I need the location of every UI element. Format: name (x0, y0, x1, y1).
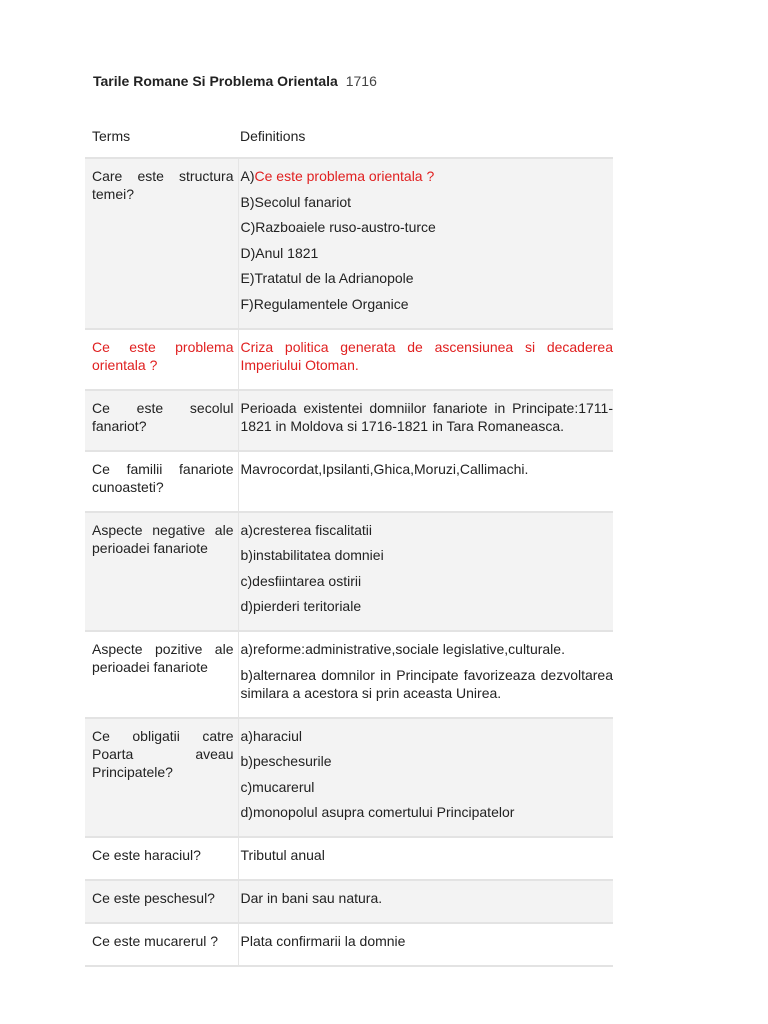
terms-table (85, 117, 613, 967)
definition-line: d)pierderi teritoriale (240, 598, 362, 614)
table-row (85, 631, 613, 718)
header-terms: Terms (85, 117, 238, 158)
definition-line: B)Secolul fanariot (240, 193, 352, 210)
definition-cell (238, 837, 613, 880)
term-cell: Aspecte pozitive ale perioadei fanariote (85, 631, 238, 718)
title-text: Tarile Romane Si Problema Orientala (93, 73, 338, 89)
term-cell: Ce este secolul fanariot? (85, 390, 238, 451)
title-number: 1716 (345, 73, 377, 89)
definition-cell (238, 631, 613, 718)
table-row (85, 512, 613, 632)
page-title (93, 73, 377, 89)
definition-cell (238, 451, 613, 512)
definition-line: D)Anul 1821 (240, 244, 319, 261)
definition-line: Criza politica generata de ascensiunea si decaderea Imperiului Otoman. (240, 338, 613, 373)
definition-line: a)reforme:administrative,sociale legislative,culturale. (240, 641, 565, 657)
definition-line: E)Tratatul de la Adrianopole (240, 270, 414, 286)
term-cell: Ce este problema orientala ? (85, 329, 238, 390)
definition-line: Perioada existentei domniilor fanariote in Principate:1711-1821 in Moldova si 1716-1821 in Tara Romaneasca. (240, 399, 613, 434)
term-cell: Ce este haraciul? (85, 837, 238, 880)
definition-line: c)desfiintarea ostirii (240, 572, 362, 589)
term-cell: Ce obligatii catre Poarta aveau Principatele? (85, 718, 238, 838)
definition-line: F)Regulamentele Organice (240, 295, 409, 312)
definition-cell (238, 158, 613, 329)
term-cell: Care este structura temei? (85, 158, 238, 329)
definition-line: Tributul anual (240, 847, 325, 863)
table-row (85, 390, 613, 451)
definition-cell (238, 512, 613, 632)
definition-line: a)cresterea fiscalitatii (240, 521, 372, 538)
table-header-row (85, 117, 613, 158)
definition-line: A)Ce este problema orientala ? (240, 168, 435, 184)
definition-cell (238, 329, 613, 390)
term-cell: Ce este peschesul? (85, 880, 238, 923)
definition-line: b)peschesurile (240, 753, 332, 769)
table-row (85, 329, 613, 390)
table-row (85, 923, 613, 966)
header-definitions: Definitions (238, 117, 613, 158)
table-row (85, 880, 613, 923)
definition-cell (238, 718, 613, 838)
table-row (85, 451, 613, 512)
term-cell: Ce este mucarerul ? (85, 923, 238, 966)
table-row (85, 718, 613, 838)
definition-line: Plata confirmarii la domnie (240, 933, 406, 949)
definition-cell (238, 390, 613, 451)
definition-line: b)alternarea domnilor in Principate favorizeaza dezvoltarea similara a acestora si prin aceasta Unirea. (240, 666, 613, 701)
table-row (85, 158, 613, 329)
definition-line: Dar in bani sau natura. (240, 890, 383, 906)
definition-cell (238, 923, 613, 966)
definition-line: a)haraciul (240, 727, 302, 744)
definition-line: c)mucarerul (240, 778, 315, 795)
table-row (85, 837, 613, 880)
term-cell: Ce familii fanariote cunoasteti? (85, 451, 238, 512)
term-cell: Aspecte negative ale perioadei fanariote (85, 512, 238, 632)
definition-line: b)instabilitatea domniei (240, 547, 384, 563)
definition-line: d)monopolul asupra comertului Principatelor (240, 804, 515, 820)
definition-cell (238, 880, 613, 923)
definition-line: C)Razboaiele ruso-austro-turce (240, 219, 436, 235)
definition-line: Mavrocordat,Ipsilanti,Ghica,Moruzi,Callimachi. (240, 460, 529, 477)
